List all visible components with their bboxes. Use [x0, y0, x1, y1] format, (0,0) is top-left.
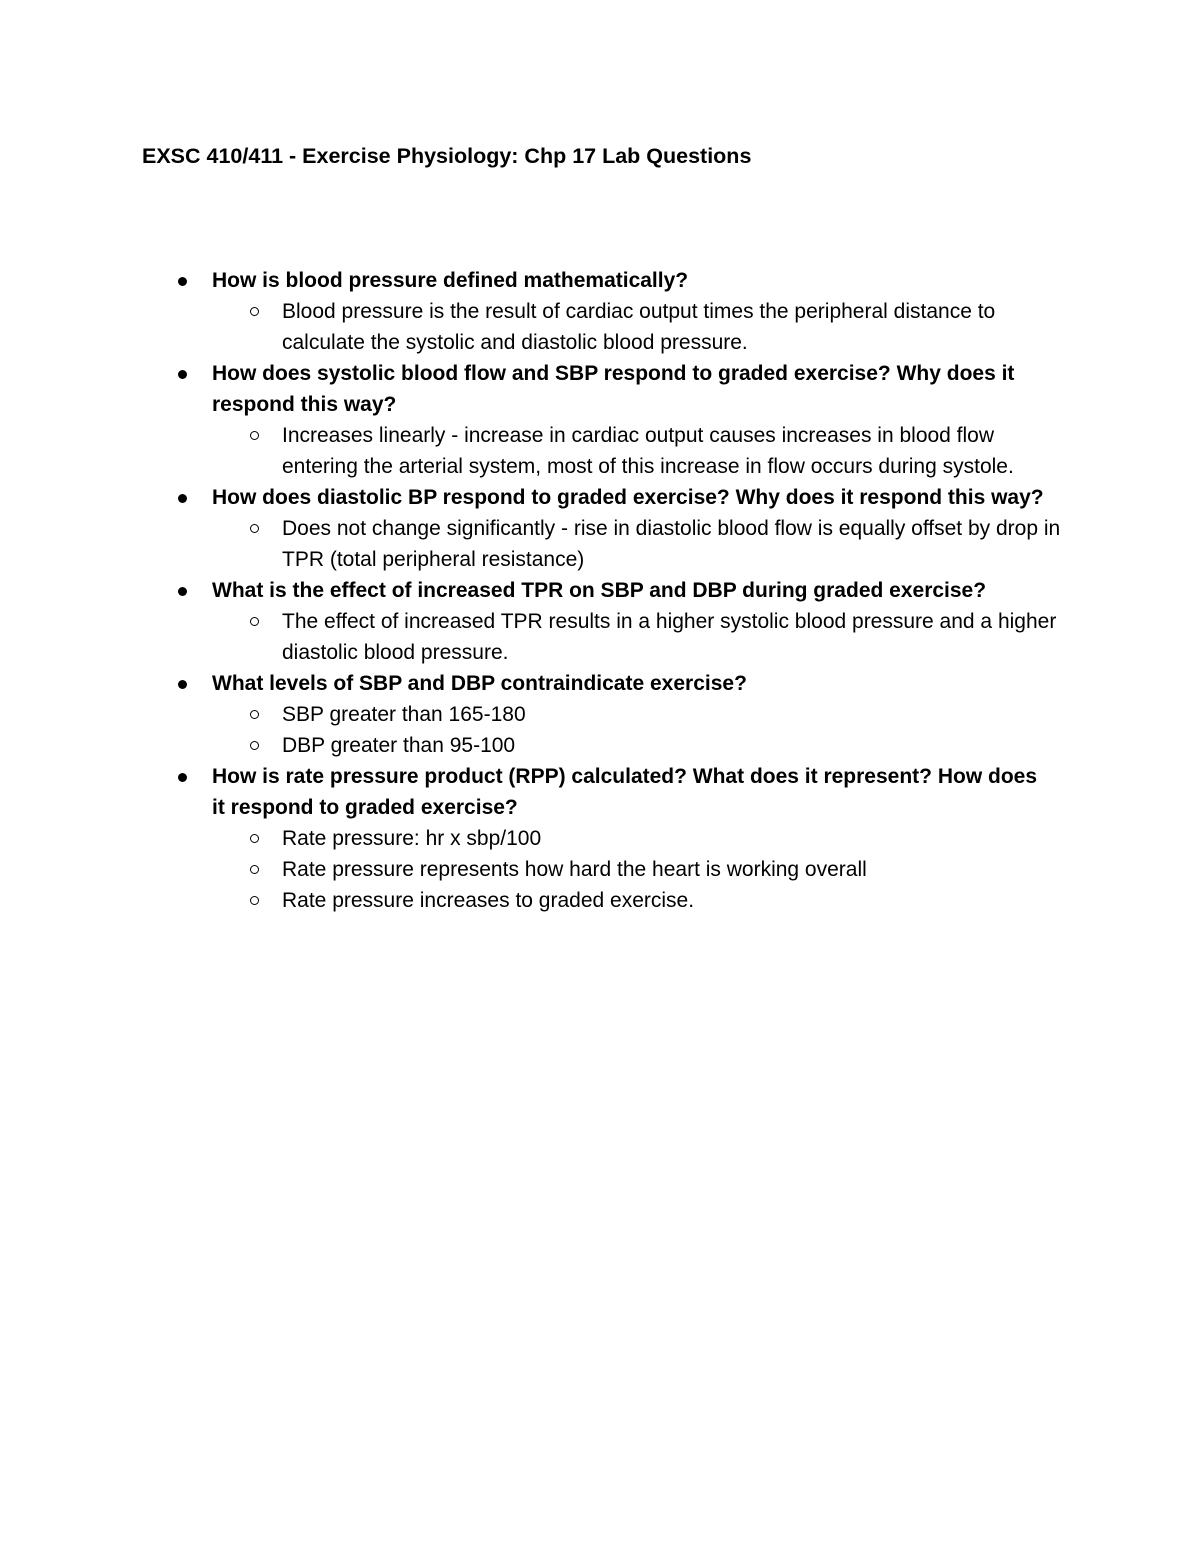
answer-text: Blood pressure is the result of cardiac output times the peripheral distance to calculate the systolic and diastolic blood pressure. — [282, 300, 996, 354]
document-title: EXSC 410/411 - Exercise Physiology: Chp 17 Lab Questions — [142, 144, 752, 168]
question-text: How does diastolic BP respond to graded exercise? Why does it respond this way? — [212, 486, 1044, 509]
question-text: What is the effect of increased TPR on SBP and DBP during graded exercise? — [212, 579, 987, 602]
answer-item — [0, 420, 1200, 482]
answer-item — [0, 854, 1200, 885]
hollow-bullet-icon — [250, 741, 259, 750]
filled-bullet-icon — [178, 587, 187, 596]
answer-item — [0, 885, 1200, 916]
question-item — [0, 265, 1200, 358]
hollow-bullet-icon — [250, 865, 259, 874]
hollow-bullet-icon — [250, 617, 259, 626]
answer-item — [0, 699, 1200, 730]
question-item — [0, 668, 1200, 761]
question-list — [0, 265, 1200, 916]
hollow-bullet-icon — [250, 710, 259, 719]
answer-text: Rate pressure: hr x sbp/100 — [282, 827, 542, 850]
question-item — [0, 482, 1200, 575]
hollow-bullet-icon — [250, 431, 259, 440]
answer-item — [0, 513, 1200, 575]
question-text: How is blood pressure defined mathematically? — [212, 269, 689, 292]
answer-list — [0, 699, 1200, 761]
question-item — [0, 761, 1200, 916]
answer-text: Rate pressure represents how hard the heart is working overall — [282, 858, 867, 881]
filled-bullet-icon — [178, 370, 187, 379]
question-text: How does systolic blood flow and SBP respond to graded exercise? Why does it respond this way? — [212, 362, 1015, 416]
question-text: How is rate pressure product (RPP) calculated? What does it represent? How does it respond to graded exercise? — [212, 765, 1037, 819]
hollow-bullet-icon — [250, 834, 259, 843]
answer-list — [0, 420, 1200, 482]
answer-text: Increases linearly - increase in cardiac output causes increases in blood flow entering the arterial system, most of this increase in flow occurs during systole. — [282, 424, 1014, 478]
filled-bullet-icon — [178, 277, 187, 286]
answer-list — [0, 513, 1200, 575]
answer-list — [0, 296, 1200, 358]
filled-bullet-icon — [178, 773, 187, 782]
question-item — [0, 575, 1200, 668]
filled-bullet-icon — [178, 494, 187, 503]
answer-item — [0, 606, 1200, 668]
answer-text: DBP greater than 95-100 — [282, 734, 516, 757]
answer-item — [0, 296, 1200, 358]
answer-list — [0, 823, 1200, 916]
answer-text: SBP greater than 165-180 — [282, 703, 526, 726]
answer-item — [0, 730, 1200, 761]
hollow-bullet-icon — [250, 307, 259, 316]
hollow-bullet-icon — [250, 524, 259, 533]
question-text: What levels of SBP and DBP contraindicate exercise? — [212, 672, 747, 695]
answer-text: Does not change significantly - rise in diastolic blood flow is equally offset by drop in TPR (total peripheral resistance) — [282, 517, 1061, 571]
question-item — [0, 358, 1200, 482]
hollow-bullet-icon — [250, 896, 259, 905]
answer-text: The effect of increased TPR results in a higher systolic blood pressure and a higher diastolic blood pressure. — [282, 610, 1057, 664]
answer-item — [0, 823, 1200, 854]
answer-list — [0, 606, 1200, 668]
answer-text: Rate pressure increases to graded exercise. — [282, 889, 695, 912]
filled-bullet-icon — [178, 680, 187, 689]
